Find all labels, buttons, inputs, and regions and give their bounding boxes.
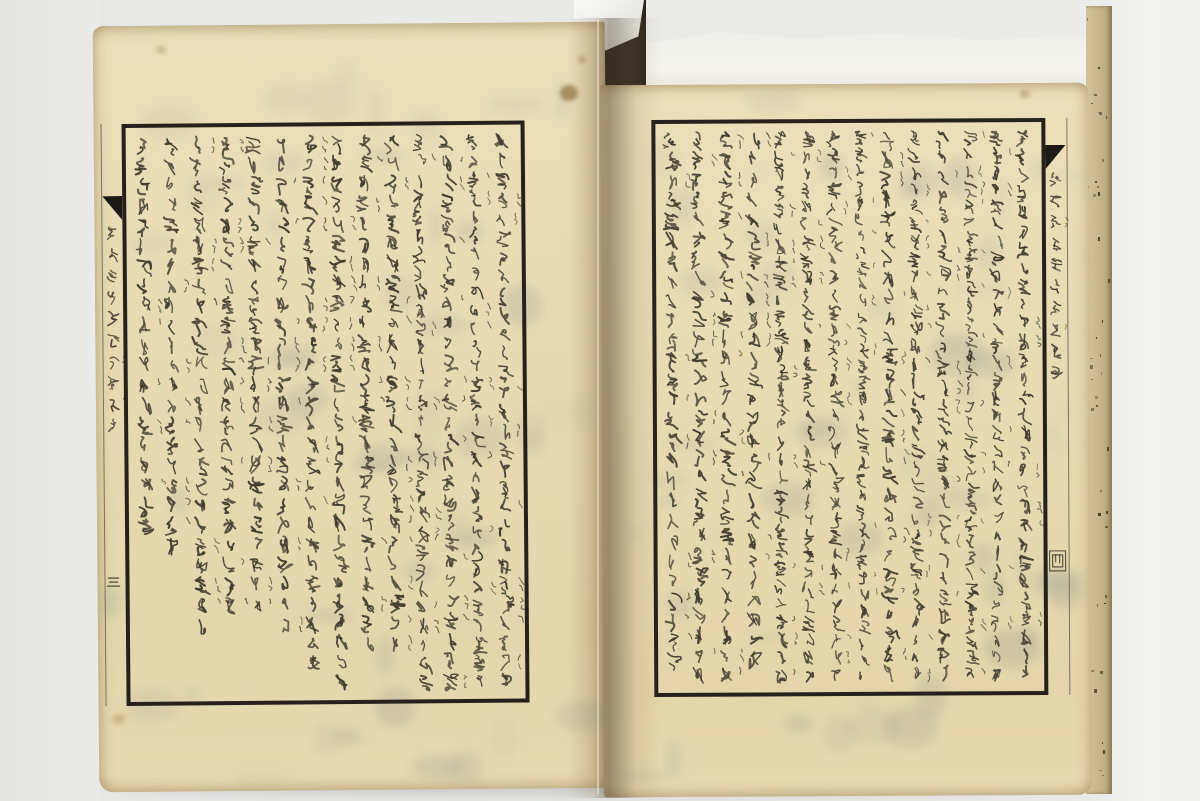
fore-edge-speckle [1105,595,1107,598]
fore-edge-speckle [1100,671,1103,674]
fore-edge-speckle [1091,670,1094,672]
fore-edge-speckle [1098,67,1100,69]
fore-edge-speckle [1107,447,1109,451]
showthrough-blob [619,524,645,544]
right-page [600,83,1092,798]
showthrough-blob [1054,171,1087,182]
fore-edge-speckle [1098,513,1101,516]
fore-edge-speckle [1106,511,1108,514]
fore-edge-speckle [1097,604,1098,607]
fore-edge-speckle [1099,112,1102,115]
fore-edge-speckle [1098,237,1100,241]
right-page-frame [651,118,1048,697]
fold-crease [597,20,599,794]
fore-edge-speckle [1099,770,1102,771]
showthrough-blob [544,399,601,426]
foxing-spot [1020,90,1030,98]
fore-edge-speckle [1094,94,1097,96]
showthrough-blob [747,91,800,112]
backdrop-right [1110,0,1200,801]
fore-edge-speckle [1101,372,1102,375]
fore-edge-speckle [1091,408,1094,411]
fore-edge-speckle [1097,186,1099,188]
fore-edge-speckle [1102,159,1104,162]
left-page [93,22,612,792]
fore-edge-speckle [1096,337,1097,339]
fore-edge-speckle [1100,354,1101,357]
showthrough-blob [101,587,120,617]
foxing-spot [156,46,166,54]
fore-edge-speckle [1102,320,1103,323]
showthrough-blob [232,769,289,789]
showthrough-blob [666,738,683,779]
foxing-spot [112,714,126,724]
showthrough-blob [265,83,308,112]
showthrough-blob [488,100,543,110]
showthrough-blob [556,700,609,731]
fore-edge-speckle [1105,526,1108,528]
fore-edge-speckle [1104,603,1106,604]
foxing-spot [578,56,586,63]
fore-edge-speckle [1090,365,1093,369]
fore-edge-speckle [1100,490,1102,492]
fore-edge-speckle [1091,379,1093,380]
foxing-spot [560,85,578,101]
fore-edge-speckle [1106,116,1107,119]
fore-edge-speckle [1096,405,1098,407]
fore-edge-speckle [1102,742,1103,744]
fore-edge-speckle [1098,112,1099,113]
showthrough-blob [618,770,671,781]
showthrough-blob [488,719,520,761]
fore-edge-speckle [1108,279,1110,283]
fore-edge-speckle [1095,181,1097,183]
fore-edge-speckle [1094,689,1097,693]
left-page-frame [122,120,530,705]
fore-edge-speckle [1095,396,1098,399]
showthrough-blob [783,714,813,732]
fore-edge-speckle [1103,750,1105,754]
fore-edge-speckle [1090,358,1093,359]
showthrough-blob [302,80,354,123]
backdrop-left [0,0,100,801]
fore-edge-speckle [1093,194,1096,197]
showthrough-blob [334,728,363,745]
showthrough-blob [1044,422,1066,451]
fore-edge-speckle [1098,192,1100,196]
fore-edge-speckle [1091,103,1093,104]
fore-edge-speckle [1087,18,1088,21]
showthrough-blob [845,711,903,744]
fore-edge-speckle [1102,775,1104,776]
